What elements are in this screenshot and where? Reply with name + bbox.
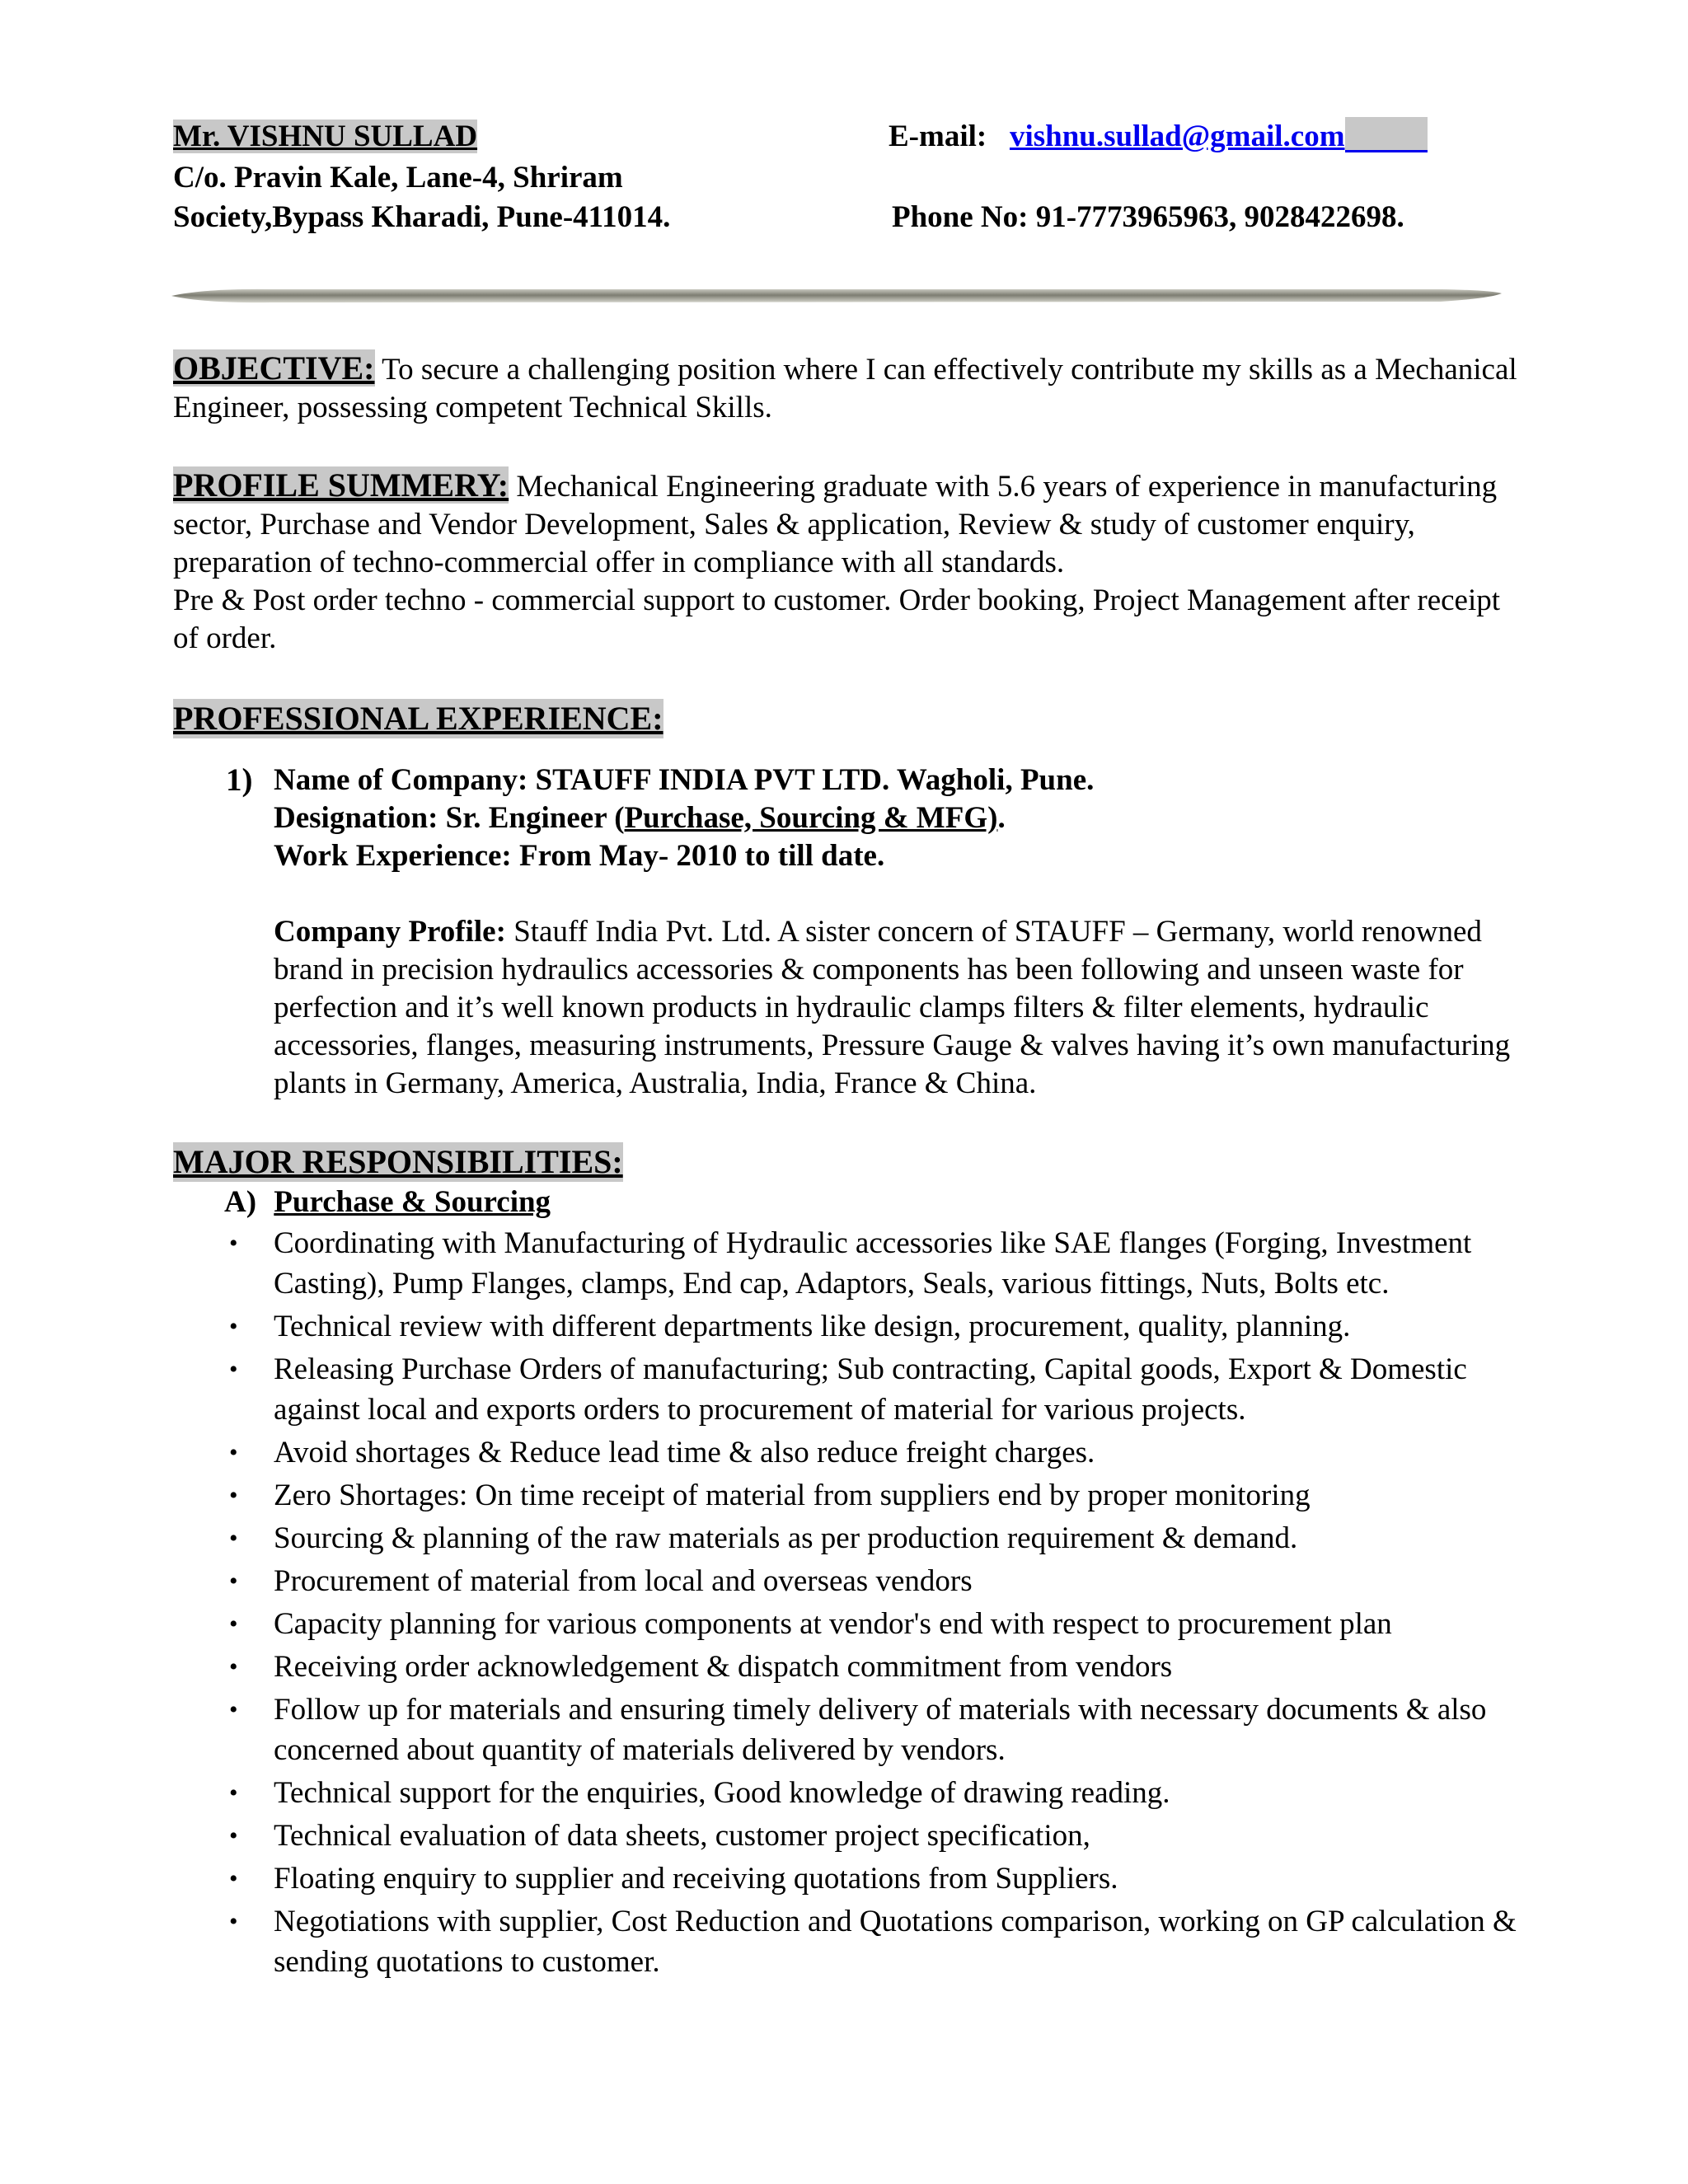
bullet-icon: • [229,1610,238,1638]
bullet-icon: • [229,1822,238,1849]
list-item-text: Capacity planning for various components at vendor's end with respect to procurement plan [274,1607,1392,1641]
bullet-icon: • [229,1482,238,1509]
list-item [224,1773,1543,1813]
bullet-icon: • [229,1653,238,1680]
email-link[interactable]: vishnu.sullad@gmail.com [1009,120,1345,153]
bullet-icon: • [229,1439,238,1466]
objective-section [173,349,1525,427]
list-item-text: Receiving order acknowledgement & dispatch commitment from vendors [274,1650,1173,1684]
responsibilities-list [224,1223,1543,1985]
list-item [224,1647,1543,1687]
list-item [224,1901,1543,1982]
list-item [224,1475,1543,1516]
designation-role: Purchase, Sourcing & MFG) [624,801,998,835]
bullet-icon: • [229,1230,238,1257]
profile-summary-title: PROFILE SUMMERY: [173,466,509,504]
list-item [224,1690,1543,1770]
objective-title: OBJECTIVE: [173,349,375,387]
phone-numbers: Phone No: 91-7773965963, 9028422698. [892,200,1404,234]
job-number: 1) [226,762,253,798]
list-item [224,1432,1543,1473]
list-item [224,1561,1543,1601]
list-item-text: Floating enquiry to supplier and receiving quotations from Suppliers. [274,1862,1118,1896]
bullet-icon: • [229,1568,238,1595]
profile-summary-text-2: Pre & Post order techno - commercial support to customer. Order booking, Project Management after receipt of order. [173,583,1501,655]
company-profile-label: Company Profile: [274,915,506,949]
subsection-label: A) [224,1185,257,1219]
list-item [224,1306,1543,1347]
list-item-text: Zero Shortages: On time receipt of material from suppliers end by proper monitoring [274,1479,1311,1512]
designation-suffix: . [997,801,1006,835]
designation-prefix: Designation: Sr. Engineer ( [274,801,625,835]
list-item [224,1604,1543,1644]
list-item-text: Technical support for the enquiries, Good knowledge of drawing reading. [274,1776,1170,1810]
header-divider-rule [171,287,1502,305]
company-profile-text: Stauff India Pvt. Ltd. A sister concern of STAUFF – Germany, world renowned brand in precision hydraulics accessories & components has been following and unseen waste for perfection and it’s well known products in hydraulic clamps filters & filter elements, hydraulic accessories, flanges, measuring instruments, Pressure Gauge & valves having it’s own manufacturing plants in Germany, America, Australia, India, France & China. [274,915,1511,1100]
list-item-text: Procurement of material from local and overseas vendors [274,1564,973,1598]
list-item [224,1518,1543,1558]
subsection-heading [224,1183,551,1221]
list-item-text: Negotiations with supplier, Cost Reduction and Quotations comparison, working on GP calculation & sending quotations to customer. [274,1905,1517,1979]
candidate-name: Mr. VISHNU SULLAD [173,120,478,153]
professional-experience-title: PROFESSIONAL EXPERIENCE: [173,700,663,737]
bullet-icon: • [229,1356,238,1383]
address-line-2: Society,Bypass Kharadi, Pune-411014. [173,200,671,234]
profile-summary-section [173,466,1525,658]
objective-text: To secure a challenging position where I can effectively contribute my skills as a Mechanical Engineer, possessing competent Technical Skills. [173,353,1517,424]
subsection-title: Purchase & Sourcing [274,1185,551,1219]
list-item [224,1223,1543,1304]
major-responsibilities-title: MAJOR RESPONSIBILITIES: [173,1143,623,1180]
bullet-icon: • [229,1908,238,1935]
email-row [889,117,1428,156]
bullet-icon: • [229,1865,238,1892]
work-experience: Work Experience: From May- 2010 to till date. [274,839,885,873]
bullet-icon: • [229,1696,238,1723]
bullet-icon: • [229,1525,238,1552]
list-item-text: Technical evaluation of data sheets, customer project specification, [274,1819,1090,1853]
list-item-text: Sourcing & planning of the raw materials as per production requirement & demand. [274,1521,1298,1555]
list-item [224,1349,1543,1430]
list-item-text: Follow up for materials and ensuring timely delivery of materials with necessary documents & also concerned about quantity of materials delivered by vendors. [274,1693,1487,1767]
job-entry [226,762,1528,875]
candidate-name-row [173,117,477,156]
address-line-1: C/o. Pravin Kale, Lane-4, Shriram [173,161,623,194]
profile-summary-text: Mechanical Engineering graduate with 5.6 years of experience in manufacturing sector, Purchase and Vendor Development, Sales & application, Review & study of customer enquiry, preparation of techno-commercial offer in compliance with all standards. [173,470,1498,579]
email-label: E-mail: [889,120,987,153]
list-item [224,1858,1543,1899]
list-item-text: Avoid shortages & Reduce lead time & also reduce freight charges. [274,1436,1095,1469]
designation [274,799,1528,837]
bullet-icon: • [229,1313,238,1340]
company-profile [274,913,1535,1103]
list-item-text: Releasing Purchase Orders of manufacturing; Sub contracting, Capital goods, Export & Domestic against local and exports orders to procurement of material for various projects. [274,1352,1467,1427]
bullet-icon: • [229,1779,238,1807]
company-name: Name of Company: STAUFF INDIA PVT LTD. Wagholi, Pune. [274,763,1095,797]
list-item [224,1816,1543,1856]
email-highlight-pad [1345,117,1428,152]
list-item-text: Technical review with different departments like design, procurement, quality, planning. [274,1310,1351,1343]
list-item-text: Coordinating with Manufacturing of Hydraulic accessories like SAE flanges (Forging, Investment Casting), Pump Flanges, clamps, End cap, Adaptors, Seals, various fittings, Nuts, Bolts etc. [274,1226,1472,1301]
